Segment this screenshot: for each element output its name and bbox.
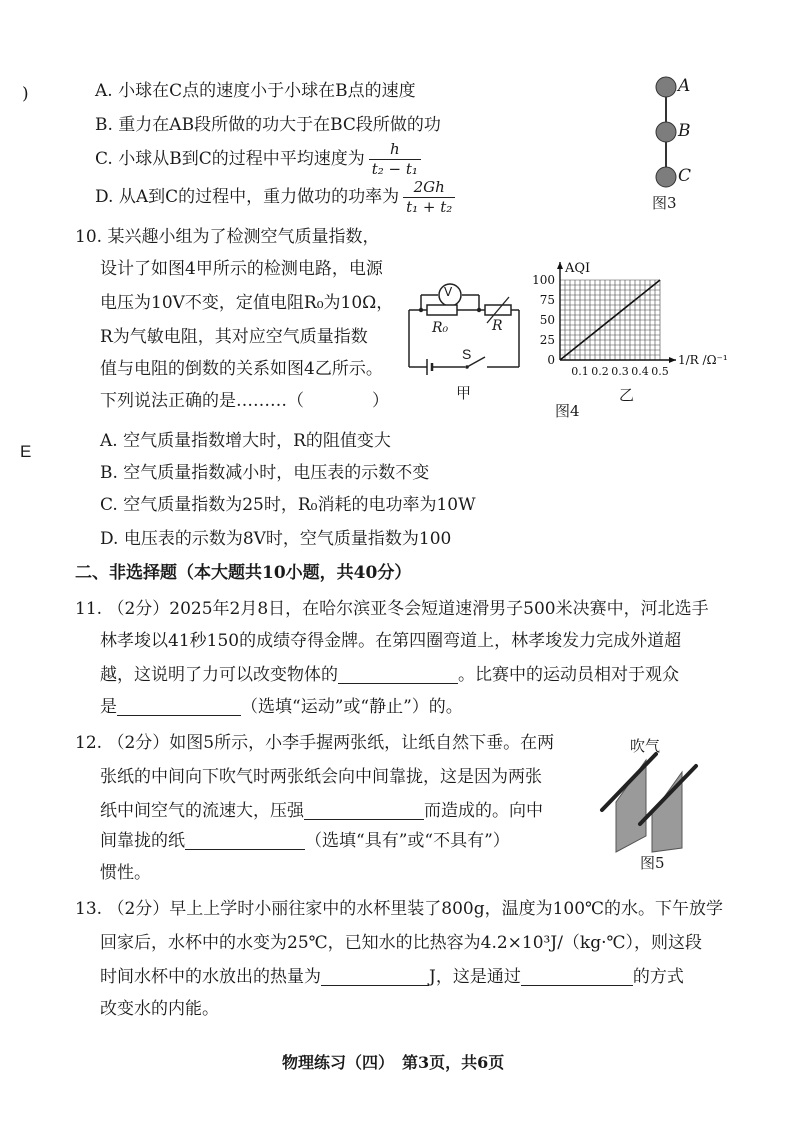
q10-line-2: 设计了如图4甲所示的检测电路，电源	[100, 259, 383, 279]
q13-line-3-text-a: 时间水杯中的水放出的热量为	[100, 967, 321, 987]
q9-option-c-denominator: t₂ − t₁	[371, 160, 418, 178]
q12-line-5: 惯性。	[100, 863, 151, 883]
q10-option-a: A. 空气质量指数增大时，R的阻值变大	[100, 431, 391, 451]
answer-blank-q11-1[interactable]	[338, 665, 458, 684]
voltmeter-label: V	[444, 285, 453, 299]
q13-line-3	[100, 962, 684, 987]
junction-left	[419, 308, 423, 312]
q12-line-2: 张纸的中间向下吹气时两张纸会向中间靠拢，这是因为两张	[100, 767, 542, 787]
x-tick-label: 0.5	[651, 365, 669, 378]
q11-line-3-text-a: 越，这说明了力可以改变物体的	[100, 665, 338, 685]
figure-5-drawing	[598, 752, 728, 852]
r0-label: R₀	[432, 320, 449, 336]
y-tick-label: 50	[539, 313, 555, 327]
q13-line-2: 回家后，水杯中的水变为25℃，已知水的比热容为4.2×10³J/（kg·℃），则这段	[100, 933, 703, 953]
answer-blank-q11-2[interactable]	[117, 697, 241, 716]
figure-3-label-c: C	[678, 166, 692, 186]
q9-option-a: A. 小球在C点的速度小于小球在B点的速度	[95, 81, 416, 101]
q11-line-3	[100, 660, 679, 685]
q11-line-2: 林孝埈以41秒150的成绩夺得金牌。在第四圈弯道上，林孝埈发力完成外道超	[100, 631, 682, 651]
q10-option-c: C. 空气质量指数为25时，R₀消耗的电功率为10W	[100, 495, 476, 515]
q11-line-4-text-a: 是	[100, 697, 117, 717]
x-tick-label: 0.1	[571, 365, 589, 378]
graph-caption: 乙	[619, 386, 635, 404]
q11-line-1: 11. （2分）2025年2月8日，在哈尔滨亚冬会短道速滑男子500米决赛中，河北选手	[75, 599, 709, 619]
y-tick-label: 100	[532, 273, 555, 287]
q12-line-3-text-b: 而造成的。向中	[424, 801, 543, 821]
figure-3-label-b: B	[678, 121, 691, 141]
answer-blank-q12-2[interactable]	[185, 831, 305, 850]
answer-blank-q12-1[interactable]	[304, 801, 424, 820]
q9-option-c-fraction	[369, 140, 421, 179]
q13-line-1: 13. （2分）早上上学时小丽往家中的水杯里装了800g，温度为100℃的水。下午放学	[75, 899, 724, 919]
switch-label: S	[462, 346, 472, 362]
q12-line-3	[100, 796, 543, 821]
figure-5-caption: 图5	[640, 854, 665, 872]
y-tick-label: 0	[547, 353, 555, 367]
page-footer: 物理练习（四） 第3页，共6页	[282, 1053, 505, 1072]
ball-c	[656, 167, 676, 187]
y-tick-label: 75	[539, 293, 555, 307]
q9-option-c	[95, 140, 421, 179]
q9-option-d-numerator: 2Gh	[403, 178, 455, 198]
circuit-diagram	[405, 275, 525, 385]
figure-3-drawing	[640, 70, 710, 200]
q10-option-d: D. 电压表的示数为8V时，空气质量指数为100	[100, 529, 452, 549]
x-tick-label: 0.3	[611, 365, 629, 378]
answer-blank-q13-1[interactable]	[321, 967, 429, 986]
aqi-chart	[528, 250, 728, 390]
q10-line-6: 下列说法正确的是………（ ）	[100, 391, 389, 411]
x-tick-label: 0.2	[591, 365, 609, 378]
q12-line-3-text-a: 纸中间空气的流速大，压强	[100, 801, 304, 821]
ball-a	[656, 77, 676, 97]
q12-line-4-text-b: （选填“具有”或“不具有”）	[305, 831, 510, 851]
junction-right	[477, 308, 481, 312]
paper-left	[616, 760, 646, 852]
y-tick-label: 25	[539, 333, 555, 347]
y-axis-arrow-icon	[557, 262, 563, 269]
figure-3-label-a: A	[678, 76, 691, 96]
r-label: R	[492, 318, 503, 334]
q9-option-d-text: D. 从A到C的过程中，重力做功的功率为	[95, 187, 400, 207]
q10-line-3: 电压为10V不变，定值电阻R₀为10Ω，	[100, 293, 394, 313]
x-tick-label: 0.4	[631, 365, 649, 378]
section-2-heading: 二、非选择题（本大题共10小题，共40分）	[75, 563, 412, 583]
q12-line-1: 12. （2分）如图5所示，小李手握两张纸，让纸自然下垂。在两	[75, 733, 555, 753]
q10-line-1: 10. 某兴趣小组为了检测空气质量指数，	[75, 227, 380, 247]
x-axis-label: 1/R /Ω⁻¹	[678, 353, 728, 367]
q11-line-3-text-b: 。比赛中的运动员相对于观众	[458, 665, 679, 685]
blow-label: 吹气	[630, 737, 661, 755]
q9-option-d-fraction	[403, 178, 455, 217]
q9-option-b: B. 重力在AB段所做的功大于在BC段所做的功	[95, 115, 441, 135]
margin-letter-e: E	[20, 442, 32, 461]
q9-option-c-numerator: h	[369, 140, 421, 160]
margin-paren: )	[22, 84, 29, 104]
figure-4-caption: 图4	[555, 402, 580, 420]
q10-line-4: R为气敏电阻，其对应空气质量指数	[100, 327, 368, 347]
q11-line-4-text-b: （选填“运动”或“静止”）的。	[241, 697, 463, 717]
q11-line-4	[100, 692, 463, 717]
q9-option-d-denominator: t₁ + t₂	[406, 198, 453, 216]
answer-blank-q13-2[interactable]	[521, 967, 633, 986]
q10-line-5: 值与电阻的倒数的关系如图4乙所示。	[100, 359, 383, 379]
y-axis-label: AQI	[565, 261, 591, 276]
q13-line-4: 改变水的内能。	[100, 999, 219, 1019]
resistor-r0-icon	[427, 305, 457, 315]
q12-line-4	[100, 826, 510, 851]
q9-option-d	[95, 178, 455, 217]
q13-line-3-text-b: J，这是通过	[429, 967, 521, 987]
x-axis-arrow-icon	[669, 357, 676, 363]
q12-line-4-text-a: 间靠拢的纸	[100, 831, 185, 851]
q9-option-c-text: C. 小球从B到C的过程中平均速度为	[95, 149, 365, 169]
figure-3-caption: 图3	[652, 194, 677, 212]
q13-line-3-text-c: 的方式	[632, 967, 684, 987]
circuit-caption: 甲	[456, 384, 472, 402]
ball-b	[656, 122, 676, 142]
q10-option-b: B. 空气质量指数减小时，电压表的示数不变	[100, 463, 430, 483]
